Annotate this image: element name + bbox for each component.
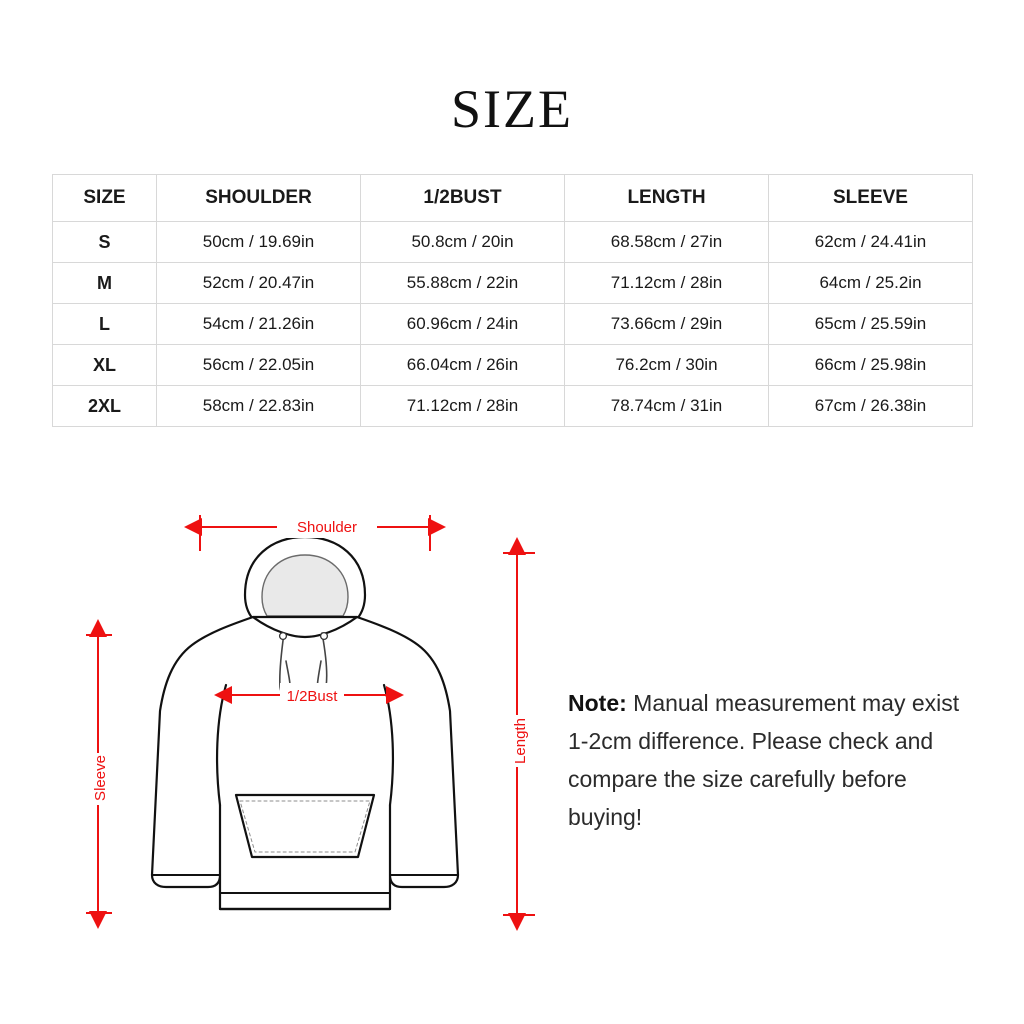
label-shoulder: Shoulder bbox=[296, 519, 358, 536]
cell-length: 73.66cm / 29in bbox=[565, 304, 769, 345]
cell-size: M bbox=[53, 263, 157, 304]
measurement-note bbox=[568, 685, 968, 837]
cell-shoulder: 54cm / 21.26in bbox=[157, 304, 361, 345]
cell-bust: 50.8cm / 20in bbox=[361, 222, 565, 263]
cell-length: 76.2cm / 30in bbox=[565, 345, 769, 386]
cell-size: L bbox=[53, 304, 157, 345]
cell-bust: 55.88cm / 22in bbox=[361, 263, 565, 304]
cell-sleeve: 65cm / 25.59in bbox=[769, 304, 973, 345]
page-title: SIZE bbox=[451, 79, 573, 139]
size-table bbox=[52, 174, 973, 427]
cell-length: 78.74cm / 31in bbox=[565, 386, 769, 427]
cell-sleeve: 62cm / 24.41in bbox=[769, 222, 973, 263]
note-label: Note: bbox=[568, 690, 627, 716]
table-row bbox=[53, 263, 973, 304]
hoodie-measurement-diagram bbox=[40, 505, 560, 975]
cell-size: XL bbox=[53, 345, 157, 386]
cell-sleeve: 66cm / 25.98in bbox=[769, 345, 973, 386]
label-sleeve: Sleeve bbox=[92, 755, 109, 801]
column-header-length: LENGTH bbox=[565, 175, 769, 222]
hoodie-illustration bbox=[152, 537, 458, 909]
cell-shoulder: 56cm / 22.05in bbox=[157, 345, 361, 386]
cell-shoulder: 50cm / 19.69in bbox=[157, 222, 361, 263]
cell-bust: 71.12cm / 28in bbox=[361, 386, 565, 427]
column-header-bust: 1/2BUST bbox=[361, 175, 565, 222]
cell-length: 71.12cm / 28in bbox=[565, 263, 769, 304]
cell-sleeve: 67cm / 26.38in bbox=[769, 386, 973, 427]
cell-bust: 60.96cm / 24in bbox=[361, 304, 565, 345]
cell-size: 2XL bbox=[53, 386, 157, 427]
cell-length: 68.58cm / 27in bbox=[565, 222, 769, 263]
note-text: Manual measurement may exist 1-2cm difference. Please check and compare the size carefully before buying! bbox=[568, 690, 960, 830]
table-row bbox=[53, 222, 973, 263]
column-header-sleeve: SLEEVE bbox=[769, 175, 973, 222]
table-row bbox=[53, 304, 973, 345]
cell-bust: 66.04cm / 26in bbox=[361, 345, 565, 386]
column-header-shoulder: SHOULDER bbox=[157, 175, 361, 222]
label-length: Length bbox=[512, 718, 529, 764]
cell-sleeve: 64cm / 25.2in bbox=[769, 263, 973, 304]
cell-shoulder: 58cm / 22.83in bbox=[157, 386, 361, 427]
cell-shoulder: 52cm / 20.47in bbox=[157, 263, 361, 304]
table-header-row bbox=[53, 175, 973, 222]
label-half-bust: 1/2Bust bbox=[286, 688, 338, 705]
table-row bbox=[53, 345, 973, 386]
cell-size: S bbox=[53, 222, 157, 263]
table-row bbox=[53, 386, 973, 427]
column-header-size: SIZE bbox=[53, 175, 157, 222]
